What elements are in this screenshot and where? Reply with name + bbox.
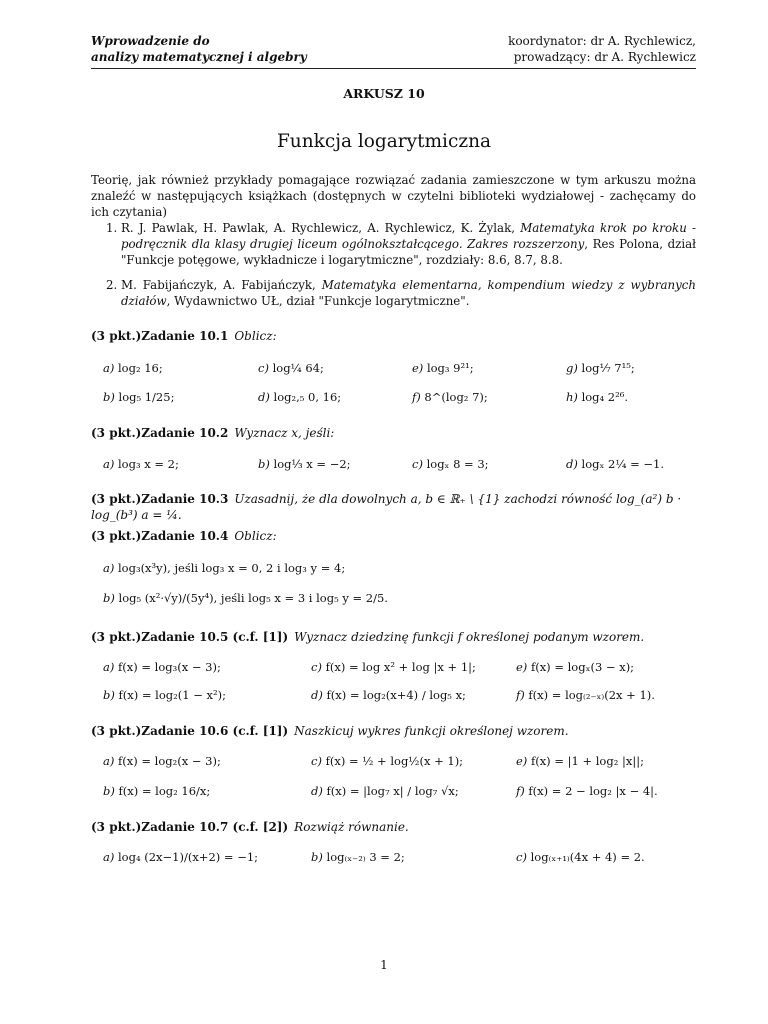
item-expression: log₂,₅ 0, 16; xyxy=(273,390,342,404)
reference-authors: R. J. Pawlak, H. Pawlak, A. Rychlewicz, A. Rychlewicz, K. Żylak, xyxy=(121,221,521,235)
reference-item xyxy=(91,277,696,309)
item-expression: f(x) = log₂(1 − x²); xyxy=(118,688,226,702)
task-item xyxy=(311,754,463,770)
task-label: (3 pkt.)Zadanie 10.4 xyxy=(91,529,229,543)
reference-item xyxy=(91,220,696,268)
item-letter: e) xyxy=(412,361,424,375)
item-expression: log₅ (x²·√y)/(5y⁴), jeśli log₅ x = 3 i log₅ y = 2/5. xyxy=(118,591,388,605)
item-expression: log₄ (2x−1)/(x+2) = −1; xyxy=(118,850,259,864)
course-title-line1: Wprowadzenie do xyxy=(91,34,210,48)
task-item xyxy=(103,591,388,607)
item-letter: f) xyxy=(516,688,525,702)
item-letter: c) xyxy=(311,660,322,674)
instructor: prowadzący: dr A. Rychlewicz xyxy=(513,50,696,64)
task-item xyxy=(566,457,664,473)
task-item xyxy=(258,457,351,473)
item-expression: log⅐ 7¹⁵; xyxy=(581,361,635,375)
item-letter: c) xyxy=(516,850,527,864)
task-label: (3 pkt.)Zadanie 10.2 xyxy=(91,426,229,440)
item-expression: f(x) = log₂(x − 3); xyxy=(118,754,221,768)
item-letter: b) xyxy=(311,850,323,864)
item-letter: c) xyxy=(311,754,322,768)
task-heading xyxy=(91,328,696,344)
task-item xyxy=(258,390,341,406)
item-expression: f(x) = logₓ(3 − x); xyxy=(530,660,635,674)
item-letter: a) xyxy=(103,457,115,471)
task-heading xyxy=(91,629,696,645)
task-item xyxy=(412,361,474,377)
item-expression: log₄ 2²⁶. xyxy=(581,390,628,404)
task-command: Naszkicuj wykres funkcji określonej wzorem. xyxy=(294,724,569,738)
item-letter: f) xyxy=(412,390,421,404)
reference-book: Matematyka krok po kroku - podręcznik dla klasy drugiej liceum ogólnokształcącego. Zakres rozszerzony xyxy=(121,221,696,251)
item-letter: d) xyxy=(311,688,323,702)
reference-details: , Res Polona, dział "Funkcje potęgowe, wykładnicze i logarytmiczne", rozdziały: 8.6, 8.7, 8.8. xyxy=(121,237,696,267)
item-letter: e) xyxy=(516,660,528,674)
item-letter: f) xyxy=(516,784,525,798)
item-letter: h) xyxy=(566,390,578,404)
item-expression: log₃ 9²¹; xyxy=(426,361,474,375)
item-expression: f(x) = log₍₂₋ₓ₎(2x + 1). xyxy=(528,688,655,702)
task-item xyxy=(103,660,221,676)
task-command: Wyznacz dziedzinę funkcji f określonej podanym wzorem. xyxy=(294,630,645,644)
intro-paragraph: Teorię, jak również przykłady pomagające rozwiązać zadania zamieszczone w tym arkuszu można znaleźć w następujących książkach (dostępnych w czytelni biblioteki wydziałowej - zachęcamy do ich czytania) xyxy=(91,173,696,219)
course-title xyxy=(91,33,307,65)
task-item xyxy=(566,390,628,406)
reference-book: Matematyka elementarna, kompendium wiedzy z wybranych działów xyxy=(121,278,696,308)
task-item xyxy=(412,457,489,473)
task-label: (3 pkt.)Zadanie 10.3 xyxy=(91,492,229,506)
item-expression: log₍ₓ₋₂₎ 3 = 2; xyxy=(326,850,405,864)
task-item xyxy=(103,457,179,473)
item-letter: d) xyxy=(566,457,578,471)
reference-number: 1. xyxy=(106,221,118,235)
item-letter: b) xyxy=(103,784,115,798)
item-letter: e) xyxy=(516,754,528,768)
item-letter: d) xyxy=(311,784,323,798)
task-heading xyxy=(91,491,696,523)
item-letter: g) xyxy=(566,361,578,375)
task-label: (3 pkt.)Zadanie 10.5 (c.f. [1]) xyxy=(91,630,289,644)
item-expression: f(x) = log₃(x − 3); xyxy=(118,660,221,674)
item-letter: c) xyxy=(258,361,269,375)
task-label: (3 pkt.)Zadanie 10.6 (c.f. [1]) xyxy=(91,724,289,738)
item-expression: f(x) = ½ + log½(x + 1); xyxy=(325,754,464,768)
item-expression: log₍ₓ₊₁₎(4x + 4) = 2. xyxy=(530,850,645,864)
coordinator: koordynator: dr A. Rychlewicz, xyxy=(508,34,696,48)
item-expression: f(x) = |log₇ x| / log₇ √x; xyxy=(326,784,459,798)
task-item xyxy=(311,850,405,866)
task-item xyxy=(311,688,466,704)
item-letter: b) xyxy=(103,591,115,605)
item-letter: d) xyxy=(258,390,270,404)
reference-authors: M. Fabijańczyk, A. Fabijańczyk, xyxy=(121,278,322,292)
task-heading xyxy=(91,425,696,441)
task-label: (3 pkt.)Zadanie 10.1 xyxy=(91,329,229,343)
task-item xyxy=(516,688,655,704)
reference-text xyxy=(121,277,696,309)
item-letter: a) xyxy=(103,561,115,575)
task-item xyxy=(103,850,258,866)
task-item xyxy=(103,390,174,406)
reference-number: 2. xyxy=(106,278,118,292)
item-expression: log₃(x³y), jeśli log₃ x = 0, 2 i log₃ y = 4; xyxy=(118,561,346,575)
task-heading xyxy=(91,723,696,739)
task-item xyxy=(103,561,345,577)
item-letter: a) xyxy=(103,361,115,375)
staff-info xyxy=(508,33,696,65)
item-expression: log⅓ x = −2; xyxy=(273,457,351,471)
item-letter: b) xyxy=(258,457,270,471)
header-divider xyxy=(91,68,696,69)
task-item xyxy=(516,850,645,866)
task-label: (3 pkt.)Zadanie 10.7 (c.f. [2]) xyxy=(91,820,289,834)
task-heading xyxy=(91,528,696,544)
item-letter: a) xyxy=(103,850,115,864)
task-item xyxy=(516,660,634,676)
item-expression: 8^(log₂ 7); xyxy=(424,390,488,404)
task-item xyxy=(516,784,658,800)
task-item xyxy=(103,361,163,377)
reference-text xyxy=(121,220,696,268)
item-letter: a) xyxy=(103,660,115,674)
item-letter: c) xyxy=(412,457,423,471)
item-expression: f(x) = log₂ 16/x; xyxy=(118,784,211,798)
item-expression: log₃ x = 2; xyxy=(118,457,179,471)
item-letter: b) xyxy=(103,688,115,702)
reference-details: , Wydawnictwo UŁ, dział "Funkcje logarytmiczne". xyxy=(166,294,470,308)
task-heading xyxy=(91,819,696,835)
task-command: Rozwiąż równanie. xyxy=(294,820,409,834)
sheet-label: ARKUSZ 10 xyxy=(343,86,425,101)
item-letter: b) xyxy=(103,390,115,404)
task-command: Oblicz: xyxy=(234,329,277,343)
item-expression: f(x) = log₂(x+4) / log₅ x; xyxy=(326,688,466,702)
item-expression: logₓ 2¼ = −1. xyxy=(581,457,665,471)
task-item xyxy=(258,361,324,377)
task-item xyxy=(311,660,476,676)
task-item xyxy=(103,688,226,704)
item-expression: log₂ 16; xyxy=(118,361,163,375)
item-expression: f(x) = |1 + log₂ |x||; xyxy=(530,754,644,768)
task-command: Uzasadnij, że dla dowolnych a, b ∈ ℝ₊ \ {1} zachodzi równość log_(a²) b · log_(b³) a = ¼. xyxy=(91,492,682,523)
task-item xyxy=(566,361,635,377)
task-item xyxy=(311,784,459,800)
task-item xyxy=(412,390,488,406)
task-item xyxy=(103,754,221,770)
task-command: Wyznacz x, jeśli: xyxy=(234,426,335,440)
course-title-line2: analizy matematycznej i algebry xyxy=(91,50,307,64)
item-expression: log₅ 1/25; xyxy=(118,390,175,404)
item-expression: f(x) = 2 − log₂ |x − 4|. xyxy=(528,784,658,798)
item-expression: logₓ 8 = 3; xyxy=(426,457,489,471)
task-command: Oblicz: xyxy=(234,529,277,543)
task-item xyxy=(516,754,644,770)
item-expression: log¼ 64; xyxy=(272,361,324,375)
page-title: Funkcja logarytmiczna xyxy=(276,131,492,152)
item-letter: a) xyxy=(103,754,115,768)
item-expression: f(x) = log x² + log |x + 1|; xyxy=(325,660,476,674)
task-item xyxy=(103,784,210,800)
page-number: 1 xyxy=(380,958,388,972)
